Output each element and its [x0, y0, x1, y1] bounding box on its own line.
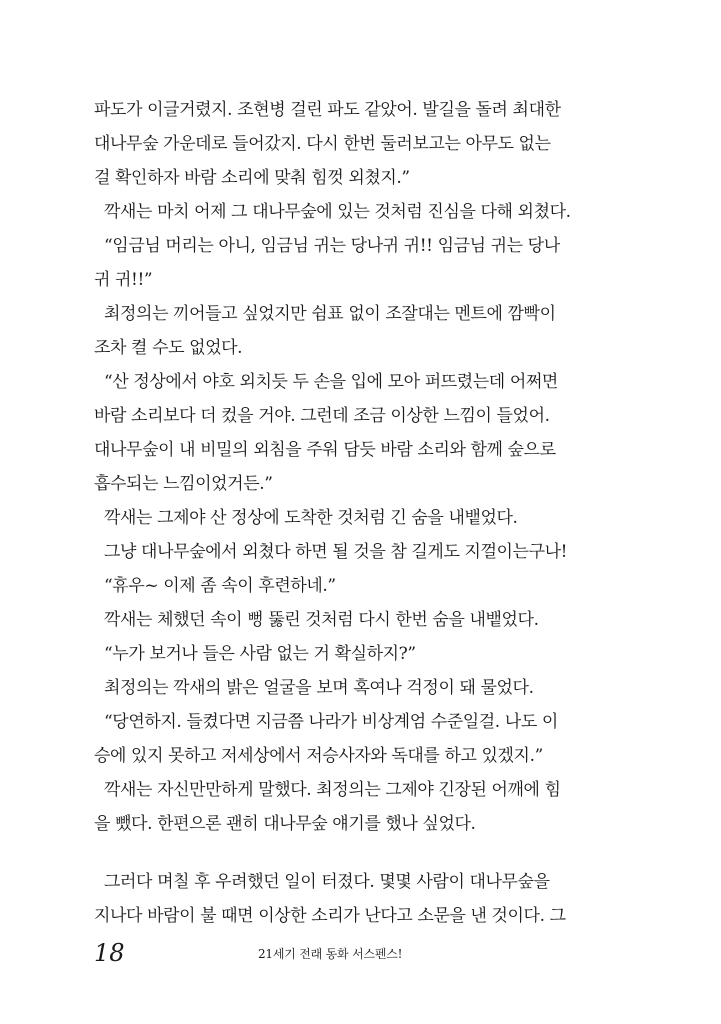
text-line: 최정의는 깍새의 밝은 얼굴을 보며 혹여나 걱정이 돼 물었다.: [94, 678, 534, 698]
text-line: 흡수되는 느낌이었거든.”: [94, 474, 273, 494]
text-line: 대나무숲 가운데로 들어갔지. 다시 한번 둘러보고는 아무도 없는: [94, 134, 551, 154]
text-line: 최정의는 끼어들고 싶었지만 쉼표 없이 조잘대는 멘트에 깜빡이: [94, 304, 556, 324]
text-line: “휴우~ 이제 좀 속이 후련하네.”: [94, 576, 336, 596]
text-line: 그러다 며칠 후 우려했던 일이 터졌다. 몇몇 사람이 대나무숲을: [94, 872, 550, 892]
text-line: “당연하지. 들켰다면 지금쯤 나라가 비상계엄 수준일걸. 나도 이: [94, 712, 558, 732]
page-number: 18: [94, 939, 125, 967]
text-line: 그냥 대나무숲에서 외쳤다 하면 될 것을 참 길게도 지껄이는구나!: [94, 542, 568, 562]
text-line: 지나다 바람이 불 때면 이상한 소리가 난다고 소문을 낸 것이다. 그: [94, 906, 566, 926]
text-line: “산 정상에서 야호 외치듯 두 손을 입에 모아 퍼뜨렸는데 어쩌면: [94, 372, 558, 392]
text-line: “누가 보거나 들은 사람 없는 거 확실하지?”: [94, 644, 416, 664]
text-line: 걸 확인하자 바람 소리에 맞춰 힘껏 외쳤지.”: [94, 168, 410, 188]
text-line: “임금님 머리는 아니, 임금님 귀는 당나귀 귀!! 임금님 귀는 당나: [94, 236, 560, 256]
text-line: 승에 있지 못하고 저세상에서 저승사자와 독대를 하고 있겠지.”: [94, 746, 543, 766]
text-line: 파도가 이글거렸지. 조현병 걸린 파도 같았어. 발길을 돌려 최대한: [94, 100, 561, 120]
text-line: 귀 귀!!”: [94, 270, 153, 290]
text-line: 깍새는 그제야 산 정상에 도착한 것처럼 긴 숨을 내뱉었다.: [94, 508, 518, 528]
text-line: 깍새는 자신만만하게 말했다. 최정의는 그제야 긴장된 어깨에 힘: [94, 780, 561, 800]
running-footer-title: 21세기 전래 동화 서스펜스!: [258, 947, 403, 961]
text-line: 을 뺐다. 한편으론 괜히 대나무숲 얘기를 했나 싶었다.: [94, 814, 476, 834]
text-line: 깍새는 마치 어제 그 대나무숲에 있는 것처럼 진심을 다해 외쳤다.: [94, 202, 571, 222]
text-line: 조차 켤 수도 없었다.: [94, 338, 243, 358]
text-line: 바람 소리보다 더 컸을 거야. 그런데 조금 이상한 느낌이 들었어.: [94, 406, 550, 426]
text-line: 깍새는 체했던 속이 뻥 뚫린 것처럼 다시 한번 숨을 내뱉었다.: [94, 610, 539, 630]
text-line: 대나무숲이 내 비밀의 외침을 주워 담듯 바람 소리와 함께 숲으로: [94, 440, 556, 460]
